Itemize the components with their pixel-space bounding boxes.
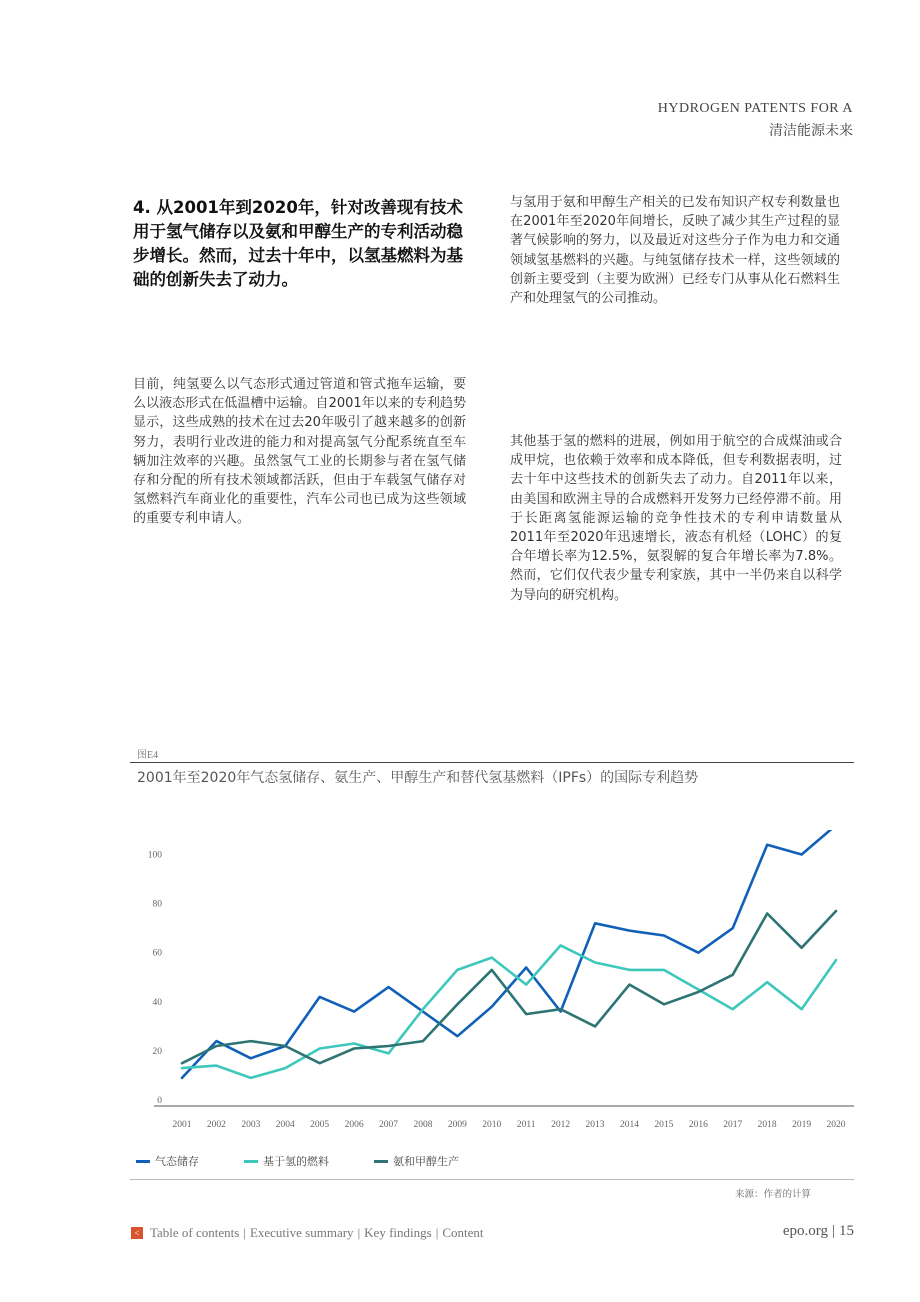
- x-tick-label: 2018: [757, 1120, 777, 1130]
- x-tick-label: 2001: [172, 1120, 192, 1130]
- x-tick-label: 2011: [516, 1120, 536, 1130]
- y-tick-label: 20: [152, 1046, 162, 1057]
- legend-swatch: [136, 1160, 150, 1163]
- figure-title: 2001年至2020年气态氢储存、氨生产、甲醇生产和替代氢基燃料（IPFs）的国际专利趋势: [137, 770, 699, 786]
- series-line-0: [182, 830, 836, 1078]
- x-tick-label: 2005: [310, 1120, 330, 1130]
- figure-label: 图E4: [137, 750, 159, 761]
- legend-item-hydrogen-fuels: [244, 1153, 329, 1169]
- figure-top-rule: [130, 762, 854, 763]
- legend-swatch: [374, 1160, 388, 1163]
- legend-item-gas-storage: [136, 1153, 199, 1169]
- x-tick-label: 2004: [275, 1120, 295, 1130]
- page-separator: |: [831, 1223, 835, 1239]
- header-title: HYDROGEN PATENTS FOR A: [657, 101, 853, 116]
- paragraph-right-bottom: 其他基于氢的燃料的进展，例如用于航空的合成煤油或合成甲烷，也依赖于效率和成本降低，但专利数据表明，过去十年中这些技术的创新失去了动力。自2011年以来，由美国和欧洲主导的合成燃料开发努力已经停滞不前。用于长距离氢能源运输的竞争性技术的专利申请数量从2011年至2020年迅速增长，液态有机烃（LOHC）的复合年增长率为12.5%，氨裂解的复合年增长率为7.8%。然而，它们仅代表少量专利家族，其中一半仍来自以科学为导向的研究机构。: [510, 434, 842, 603]
- paragraph-left: 目前，纯氢要么以气态形式通过管道和管式拖车运输，要么以液态形式在低温槽中运输。自2001年以来的专利趋势显示，这些成熟的技术在过去20年吸引了越来越多的创新努力，表明行业改进的能力和对提高氢气分配系统直至车辆加注效率的兴趣。虽然氢气工业的长期参与者在氢气储存和分配的所有技术领域都活跃，但由于车载氢气储存对氢燃料汽车商业化的重要性，汽车公司也已成为这些领域的重要专利申请人。: [133, 377, 466, 527]
- y-tick-label: 60: [152, 948, 162, 959]
- legend-swatch: [244, 1160, 258, 1163]
- nav-separator: |: [243, 1225, 246, 1240]
- patent-trend-chart: [130, 830, 860, 1135]
- legend-label: 氨和甲醇生产: [393, 1155, 459, 1168]
- x-tick-label: 2016: [688, 1120, 708, 1130]
- y-tick-label: 40: [152, 997, 162, 1008]
- section-heading: 4. 从2001年到2020年，针对改善现有技术用于氢气储存以及氨和甲醇生产的专利活动稳步增长。然而，过去十年中，以氢基燃料为基础的创新失去了动力。: [133, 198, 463, 289]
- legend-item-ammonia-methanol: [374, 1153, 459, 1169]
- footer-page-info: [783, 1223, 854, 1240]
- nav-link-table-of-contents[interactable]: Table of contents: [150, 1225, 240, 1240]
- x-tick-label: 2013: [585, 1120, 605, 1130]
- x-tick-label: 2012: [551, 1120, 571, 1130]
- x-tick-label: 2019: [792, 1120, 812, 1130]
- legend-label: 气态储存: [155, 1155, 199, 1168]
- figure-bottom-rule: [130, 1179, 854, 1180]
- x-tick-label: 2003: [241, 1120, 261, 1130]
- x-tick-label: 2020: [826, 1120, 846, 1130]
- x-tick-label: 2015: [654, 1120, 674, 1130]
- y-tick-label: 100: [147, 850, 162, 861]
- chevron-left-icon[interactable]: <: [131, 1227, 143, 1239]
- nav-separator: |: [357, 1225, 361, 1240]
- x-tick-label: 2014: [619, 1120, 639, 1130]
- nav-link-content[interactable]: Content: [442, 1225, 484, 1240]
- header-subtitle: 清洁能源未来: [769, 124, 853, 139]
- nav-link-executive-summary[interactable]: Executive summary: [249, 1225, 354, 1240]
- x-tick-label: 2017: [723, 1120, 743, 1130]
- footer-navigation: [131, 1225, 483, 1241]
- legend-label: 基于氢的燃料: [263, 1155, 329, 1168]
- nav-separator: |: [435, 1225, 439, 1240]
- nav-link-key-findings[interactable]: Key findings: [364, 1225, 432, 1240]
- x-tick-label: 2007: [379, 1120, 399, 1130]
- y-tick-label: 0: [157, 1096, 162, 1106]
- y-tick-label: 80: [152, 899, 162, 910]
- x-tick-label: 2006: [344, 1120, 364, 1130]
- x-tick-label: 2002: [206, 1120, 226, 1130]
- page-number: 15: [839, 1223, 854, 1239]
- x-tick-label: 2010: [482, 1120, 502, 1130]
- paragraph-right-top: 与氢用于氨和甲醇生产相关的已发布知识产权专利数量也在2001年至2020年间增长，反映了减少其生产过程的显著气候影响的努力，以及最近对这些分子作为电力和交通领域氢基燃料的兴趣。与纯氢储存技术一样，这些领域的创新主要受到（主要为欧洲）已经专门从事从化石燃料生产和处理氢气的公司推动。: [510, 195, 840, 307]
- x-tick-label: 2009: [447, 1120, 467, 1130]
- figure-source: 来源：作者的计算: [735, 1189, 812, 1200]
- site-link[interactable]: epo.org: [782, 1223, 828, 1239]
- x-tick-label: 2008: [413, 1120, 433, 1130]
